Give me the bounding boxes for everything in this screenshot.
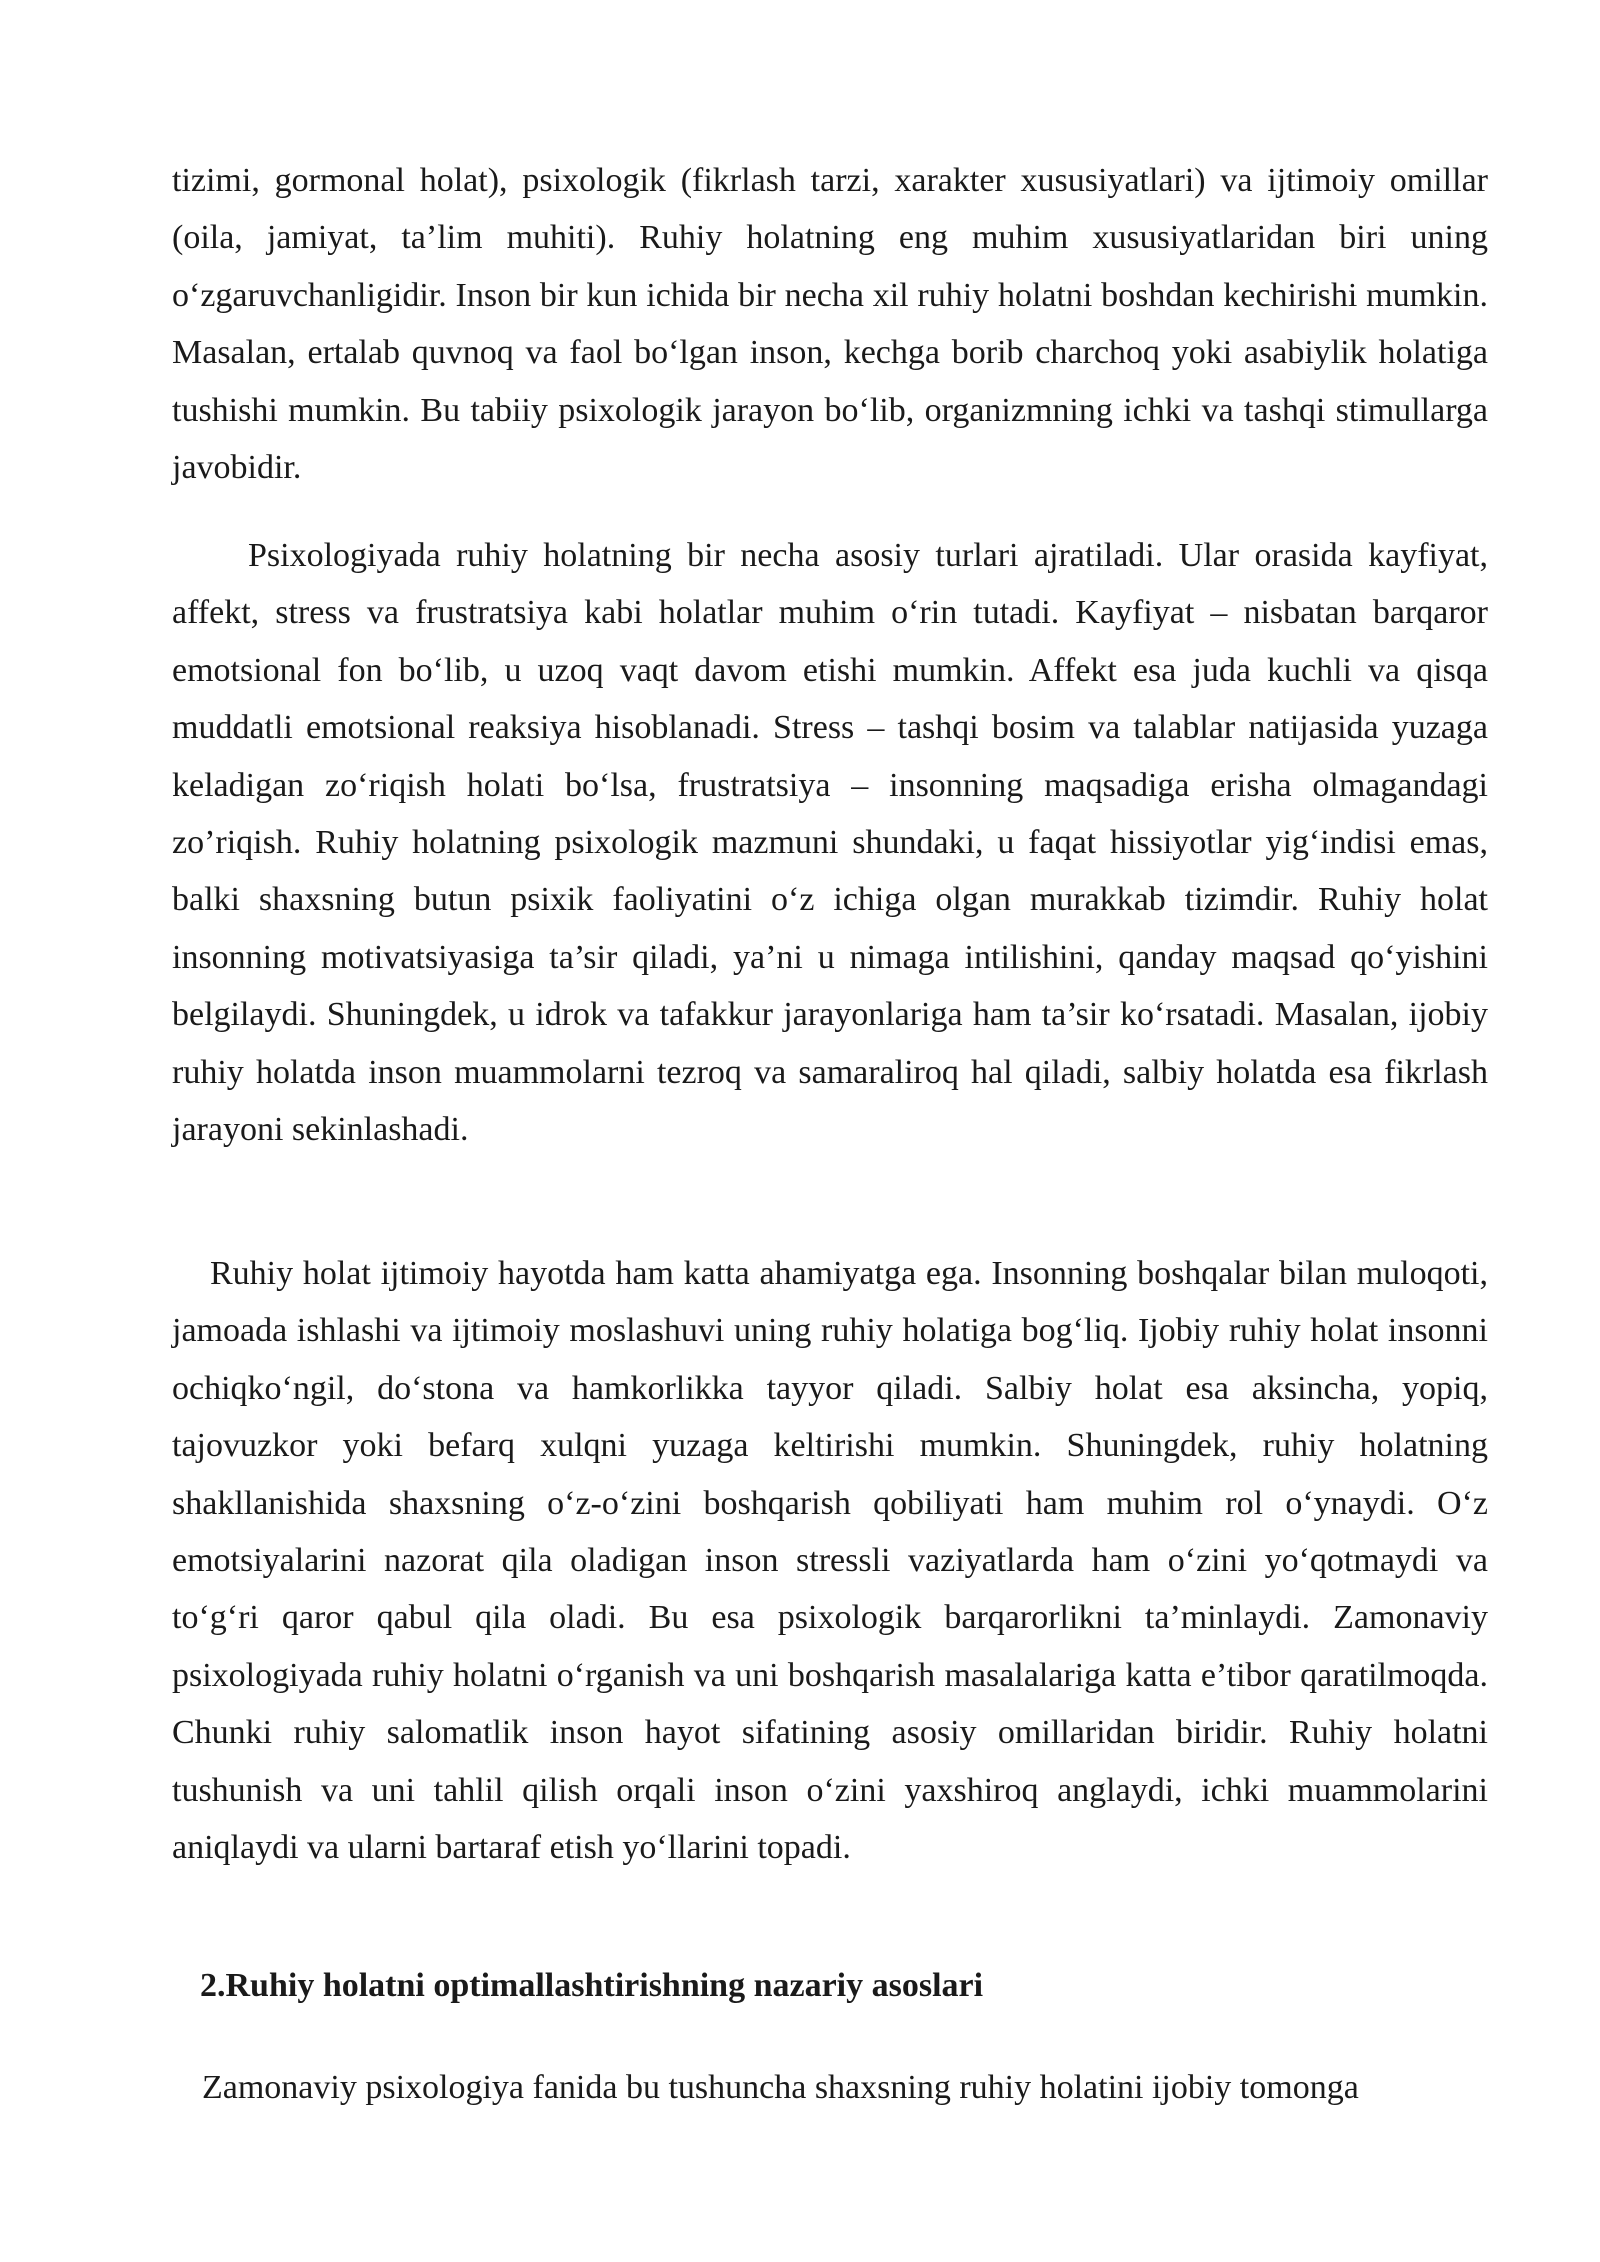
body-paragraph: Zamonaviy psixologiya fanida bu tushuncha shaxsning ruhiy holatini ijobiy tomonga [202, 2069, 1359, 2106]
body-paragraph: Ruhiy holat ijtimoiy hayotda ham katta ahamiyatga ega. Insonning boshqalar bilan muloqoti, jamoada ishlashi va ijtimoiy moslashuvi uning ruhiy holatiga bog‘liq. Ijobiy ruhiy holat insonni ochiqko‘ngil, do‘stona va hamkorlikka tayyor qiladi. Salbiy holat esa aksincha, yopiq, tajovuzkor yoki befarq xulqni yuzaga keltirishi mumkin. Shuningdek, ruhiy holatning shakllanishida shaxsning o‘z-o‘zini boshqarish qobiliyati ham muhim rol o‘ynaydi. O‘z emotsiyalarini nazorat qila oladigan inson stressli vaziyatlarda ham o‘zini yo‘qotmaydi va to‘g‘ri qaror qabul qila oladi. Bu esa psixologik barqarorlikni ta’minlaydi. Zamonaviy psixologiyada ruhiy holatni o‘rganish va uni boshqarish masalalariga katta e’tibor qaratilmoqda. Chunki ruhiy salomatlik inson hayot sifatining asosiy omillaridan biridir. Ruhiy holatni tushunish va uni tahlil qilish orqali inson o‘zini yaxshiroq anglaydi, ichki muammolarini aniqlaydi va ularni bartaraf etish yo‘llarini topadi. [172, 1255, 1488, 1867]
body-paragraph: Psixologiyada ruhiy holatning bir necha asosiy turlari ajratiladi. Ular orasida kayfiyat, affekt, stress va frustratsiya kabi holatlar muhim o‘rin tutadi. Kayfiyat – nisbatan barqaror emotsional fon bo‘lib, u uzoq vaqt davom etishi mumkin. Affekt esa juda kuchli va qisqa muddatli emotsional reaksiya hisoblanadi. Stress – tashqi bosim va talablar natijasida yuzaga keladigan zo‘riqish holati bo‘lsa, frustratsiya – insonning maqsadiga erisha olmagandagi zo’riqish. Ruhiy holatning psixologik mazmuni shundaki, u faqat hissiyotlar yig‘indisi emas, balki shaxsning butun psixik faoliyatini o‘z ichiga olgan murakkab tizimdir. Ruhiy holat insonning motivatsiyasiga ta’sir qiladi, ya’ni u nimaga intilishini, qanday maqsad qo‘yishini belgilaydi. Shuningdek, u idrok va tafakkur jarayonlariga ham ta’sir ko‘rsatadi. Masalan, ijobiy ruhiy holatda inson muammolarni tezroq va samaraliroq hal qiladi, salbiy holatda esa fikrlash jarayoni sekinlashadi. [172, 537, 1488, 1149]
section-heading: 2.Ruhiy holatni optimallashtirishning nazariy asoslari [200, 1967, 984, 2004]
body-paragraph: tizimi, gormonal holat), psixologik (fikrlash tarzi, xarakter xususiyatlari) va ijtimoiy omillar (oila, jamiyat, ta’lim muhiti). Ruhiy holatning eng muhim xususiyatlaridan biri uning o‘zgaruvchanligidir. Inson bir kun ichida bir necha xil ruhiy holatni boshdan kechirishi mumkin. Masalan, ertalab quvnoq va faol bo‘lgan inson, kechga borib charchoq yoki asabiylik holatiga tushishi mumkin. Bu tabiiy psixologik jarayon bo‘lib, organizmning ichki va tashqi stimullarga javobidir. [172, 162, 1488, 487]
